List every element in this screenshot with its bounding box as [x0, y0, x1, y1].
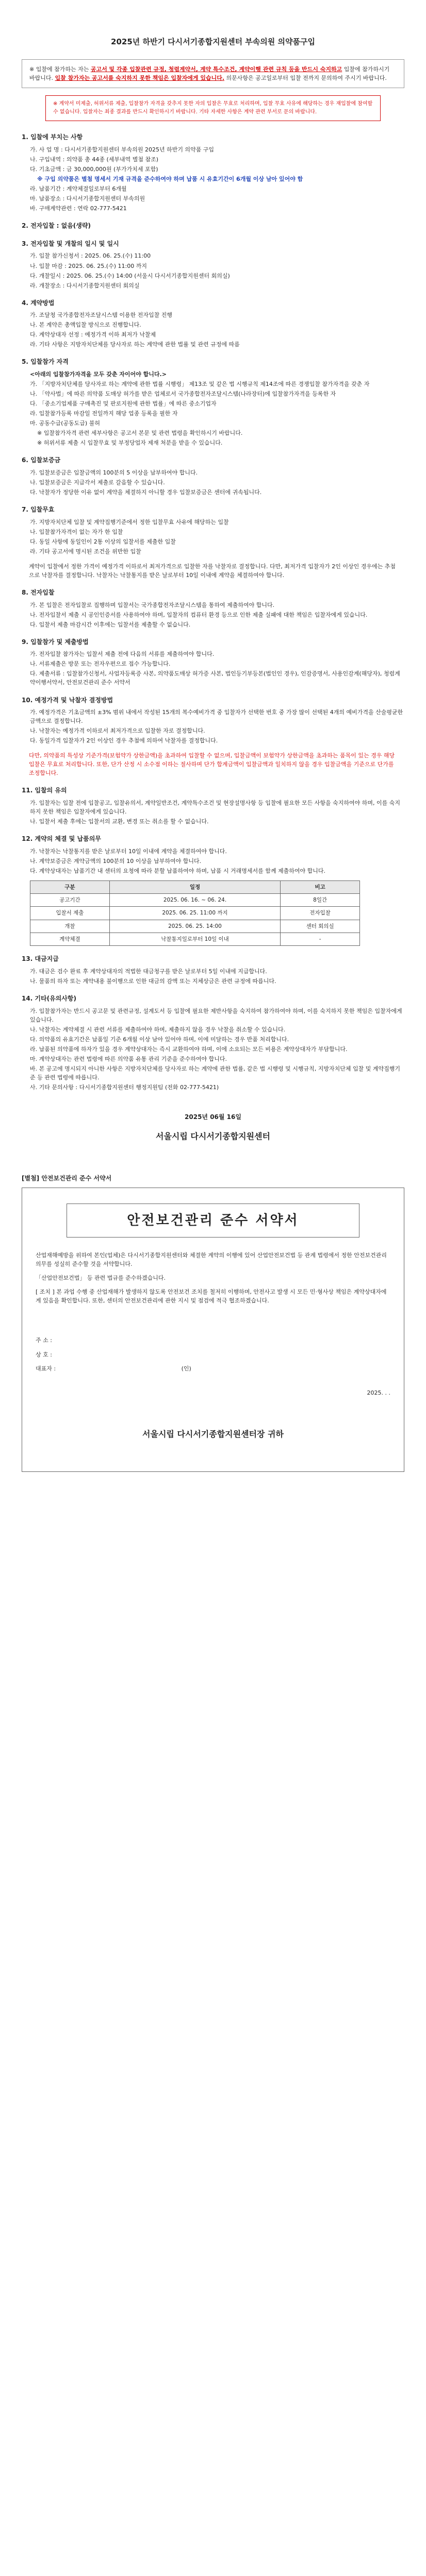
section-1 — [22, 132, 404, 213]
section-7-line: 나. 입찰참가자격이 없는 자가 한 입찰 — [30, 528, 123, 535]
table-cell: 계약체결 — [30, 933, 110, 945]
form-title: 안전보건관리 준수 서약서 — [67, 1204, 359, 1238]
section-13-title: 13. 대금지급 — [22, 955, 59, 963]
section-14-title: 14. 기타(유의사항) — [22, 994, 76, 1002]
section-5-line: 마. 공동수급(공동도급) 불허 — [30, 420, 100, 427]
section-10-line: 다. 동일가격 입찰자가 2인 이상인 경우 추첨에 의하여 낙찰자를 결정합니다. — [30, 737, 218, 744]
section-3-line: 나. 입찰 마감 : 2025. 06. 25.(수) 11:00 까지 — [30, 262, 147, 269]
section-3-line: 라. 개찰장소 : 다시서기종합지원센터 회의실 — [30, 282, 140, 289]
table-cell: 8일간 — [281, 894, 360, 907]
section-3-line: 가. 입찰 참가신청서 : 2025. 06. 25.(수) 11:00 — [30, 252, 151, 260]
announcement-date: 2025년 06월 16일 — [185, 1113, 241, 1121]
section-1-line: 가. 사 업 명 : 다시서기종합지원센터 부속의원 2025년 하반기 의약품 구입 — [30, 146, 215, 153]
section-5-intro: <아래의 입찰참가자격을 모두 갖춘 자이어야 합니다.> — [30, 371, 167, 378]
section-6-title: 6. 입찰보증금 — [22, 456, 61, 464]
form-field-company: 상 호 : — [36, 1351, 52, 1358]
section-14-line: 마. 계약상대자는 관련 법령에 따른 의약품 유통 관리 기준을 준수하여야 합니다. — [30, 1055, 227, 1062]
section-3-line: 다. 개찰일시 : 2025. 06. 25.(수) 14:00 (서울시 다시서기종합지원센터 회의실) — [30, 272, 230, 279]
seal-mark: (인) — [181, 1365, 191, 1372]
section-3 — [22, 239, 404, 290]
table-cell: 2025. 06. 25. 14:00 — [109, 920, 281, 933]
section-1-line: 다. 기초금액 : 금 30,000,000원 (부가가치세 포함) — [30, 166, 158, 173]
section-9-line: 나. 서류제출은 방문 또는 전자우편으로 접수 가능합니다. — [30, 660, 171, 668]
section-14-line: 가. 입찰참가자는 반드시 공고문 및 관련규정, 설계도서 등 입찰에 필요한 제반사항을 숙지하여 참가하여야 하며, 이를 숙지하지 못한 책임은 입찰자에게 있습니다. — [30, 1007, 402, 1023]
table-row — [30, 894, 360, 907]
section-7-line: 다. 동일 사항에 동일인이 2통 이상의 입찰서를 제출한 입찰 — [30, 538, 176, 545]
section-10 — [22, 696, 404, 745]
intro-text-2: 입찰에 참가하시기 바랍니다. — [29, 66, 390, 82]
document-title: 2025년 하반기 다시서기종합지원센터 부속의원 의약품구입 — [111, 37, 315, 46]
section-5-subline: ※ 허위서류 제출 시 입찰무효 및 부정당업자 제재 처분을 받을 수 있습니다. — [37, 439, 223, 447]
section-11-line: 가. 입찰자는 입찰 전에 입찰공고, 입찰유의서, 계약일반조건, 계약특수조건 및 현장설명사항 등 입찰에 필요한 모든 사항을 숙지하여야 하며, 이를 숙지하지 못한 책임은 입찰자에게 있습니다. — [30, 800, 400, 816]
issuing-organization: 서울시립 다시서기종합지원센터 — [156, 1131, 270, 1141]
section-1-line: 마. 납품장소 : 다시서기종합지원센터 부속의원 — [30, 195, 145, 202]
section-4 — [22, 298, 404, 349]
section-6-line: 나. 입찰보증금은 지급각서 제출로 갈음할 수 있습니다. — [30, 479, 165, 486]
form-date: 2025. . . — [367, 1389, 390, 1396]
table-cell: - — [281, 933, 360, 945]
section-13-line: 가. 대금은 검수 완료 후 계약상대자의 적법한 대금청구를 받은 날로부터 5일 이내에 지급합니다. — [30, 968, 267, 975]
section-6-line: 다. 낙찰자가 정당한 이유 없이 계약을 체결하지 아니할 경우 입찰보증금은 센터에 귀속됩니다. — [30, 489, 262, 496]
form-paragraph-3: [ 조치 ] 본 과업 수행 중 산업재해가 발생하지 않도록 안전보건 조치를 철저히 이행하며, 안전사고 발생 시 모든 민·형사상 책임은 계약상대자에게 있음을 확인합니다. 또한, 센터의 안전보건관리에 관한 지시 및 점검에 적극 협조하겠습니다. — [36, 1289, 387, 1304]
section-5-line: 라. 입찰참가등록 마감일 전일까지 해당 업종 등록을 필한 자 — [30, 410, 178, 417]
section-1-line: 라. 납품기간 : 계약체결일로부터 6개월 — [30, 185, 127, 193]
section-12-title: 12. 계약의 체결 및 납품의무 — [22, 835, 101, 843]
form-fields — [36, 1336, 390, 1372]
table-row — [30, 907, 360, 920]
table-header-cell: 일정 — [109, 880, 281, 893]
intro-notice — [22, 59, 404, 88]
section-12-line: 다. 계약상대자는 납품기간 내 센터의 요청에 따라 분할 납품하여야 하며, 납품 시 거래명세서를 함께 제출하여야 합니다. — [30, 867, 325, 874]
intro-text-1: ※ 입찰에 참가하는 자는 — [29, 66, 91, 73]
section-3-title: 3. 전자입찰 및 개찰의 일시 및 일시 — [22, 240, 119, 247]
section-5-line: 다. 「중소기업제품 구매촉진 및 판로지원에 관한 법률」에 따른 중소기업자 — [30, 400, 217, 408]
section-8 — [22, 588, 404, 629]
section-1-title: 1. 입찰에 부치는 사항 — [22, 133, 83, 141]
table-cell: 전자입찰 — [281, 907, 360, 920]
table-header-cell: 구분 — [30, 880, 110, 893]
section-11-title: 11. 입찰의 유의 — [22, 787, 67, 794]
section-7 — [22, 505, 404, 556]
section-7-line: 가. 지방자치단체 입찰 및 계약집행기준에서 정한 입찰무효 사유에 해당하는 입찰 — [30, 518, 229, 526]
section-5-title: 5. 입찰참가 자격 — [22, 358, 69, 366]
section-12-line: 가. 낙찰자는 낙찰통지를 받은 날로부터 10일 이내에 계약을 체결하여야 합니다. — [30, 848, 227, 855]
section-14-line: 나. 낙찰자는 계약체결 시 관련 서류를 제출하여야 하며, 제출하지 않을 경우 낙찰을 취소할 수 있습니다. — [30, 1026, 286, 1033]
section-12 — [22, 834, 404, 875]
section-2-title: 2. 전자입찰 : 없음(생략) — [22, 222, 91, 230]
section-8-line: 다. 입찰서 제출 마감시간 이후에는 입찰서를 제출할 수 없습니다. — [30, 621, 191, 628]
table-cell: 센터 회의실 — [281, 920, 360, 933]
table-header-cell: 비고 — [281, 880, 360, 893]
section-12-line: 나. 계약보증금은 계약금액의 100분의 10 이상을 납부하여야 합니다. — [30, 857, 202, 865]
section-4-title: 4. 계약방법 — [22, 299, 55, 307]
form-recipient: 서울시립 다시서기종합지원센터장 귀하 — [142, 1429, 284, 1439]
table-cell: 낙찰통지일로부터 10일 이내 — [109, 933, 281, 945]
section-9-line: 다. 제출서류 : 입찰참가신청서, 사업자등록증 사본, 의약품도매상 허가증 사본, 법인등기부등본(법인인 경우), 인감증명서, 사용인감계(해당자), 청렴계약이행서약서, 안전보건관리 준수 서약서 — [30, 670, 400, 686]
table-cell: 개찰 — [30, 920, 110, 933]
section-10-title: 10. 예정가격 및 낙찰자 결정방법 — [22, 696, 113, 704]
paragraph-price-limit — [29, 751, 397, 777]
form-paragraph-2: 「산업안전보건법」 등 관련 법규를 준수하겠습니다. — [36, 1275, 166, 1282]
section-8-line: 나. 전자입찰서 제출 시 공인인증서를 사용하여야 하며, 입찰자의 컴퓨터 환경 등으로 인한 제출 실패에 대한 책임은 입찰자에게 있습니다. — [30, 611, 368, 618]
section-5-line: 가. 「지방자치단체를 당사자로 하는 계약에 관한 법률 시행령」 제13조 및 같은 법 시행규칙 제14조에 따른 경쟁입찰 참가자격을 갖춘 자 — [30, 381, 370, 388]
section-14-line: 다. 의약품의 유효기간은 납품일 기준 6개월 이상 남아 있어야 하며, 이에 미달하는 경우 반품 처리합니다. — [30, 1036, 289, 1043]
section-1-line: 나. 구입내역 : 의약품 총 44종 (세부내역 별첨 참조) — [30, 156, 159, 163]
section-14 — [22, 994, 404, 1092]
section-9-line: 가. 전자입찰 참가자는 입찰서 제출 전에 다음의 서류를 제출하여야 합니다. — [30, 651, 215, 658]
section-6 — [22, 455, 404, 497]
intro-highlight-2: 입찰 참가자는 공고서를 숙지하지 못한 책임은 입찰자에게 있습니다. — [55, 75, 225, 82]
representative-label: 대표자 : — [36, 1365, 56, 1372]
form-field-address: 주 소 : — [36, 1337, 52, 1344]
intro-highlight-1: 공고서 및 각종 입찰관련 규정, 청렴계약서, 계약 특수조건, 계약이행 관련 규칙 등을 반드시 숙지하고 — [90, 66, 342, 73]
section-4-line: 다. 계약상대자 선정 : 예정가격 이하 최저가 낙찰제 — [30, 331, 156, 338]
warning-box: ※ 계약서 미제출, 허위서류 제출, 입찰참가 자격을 갖추지 못한 자의 입찰은 무효로 처리하며, 입찰 무효 사유에 해당하는 경우 재입찰에 참여할 수 없습니다. 입찰자는 최종 결과를 반드시 확인하시기 바랍니다. 기타 자세한 사항은 계약 관련 부서로 문의 바랍니다. — [45, 95, 381, 121]
section-7-line: 라. 기타 공고서에 명시된 조건을 위반한 입찰 — [30, 548, 141, 555]
table-cell: 공고기간 — [30, 894, 110, 907]
price-limit-text: 다만, 의약품의 특성상 기준가격(보험약가 상한금액)을 초과하여 입찰할 수 없으며, 입찰금액이 보험약가 상한금액을 초과하는 품목이 있는 경우 해당 입찰은 무효로 처리합니다. 또한, 단가 산정 시 소수점 이하는 절사하며 단가 합계금액이 입찰금액과 일치하지 않을 경우 입찰금액을 기준으로 단가를 조정합니다. — [29, 752, 395, 777]
section-11-line: 나. 입찰서 제출 후에는 입찰서의 교환, 변경 또는 취소를 할 수 없습니다. — [30, 818, 209, 825]
section-13-line: 나. 물품의 하자 또는 계약내용 불이행으로 인한 대금의 감액 또는 지체상금은 관련 규정에 따릅니다. — [30, 977, 276, 985]
intro-text-3: 의문사항은 공고일로부터 입찰 전까지 문의하여 주시기 바랍니다. — [224, 75, 387, 82]
section-14-line: 바. 본 공고에 명시되지 아니한 사항은 지방자치단체를 당사자로 하는 계약에 관한 법률, 같은 법 시행령 및 시행규칙, 지방자치단체 입찰 및 계약집행기준 등 관련 법령에 따릅니다. — [30, 1065, 400, 1081]
section-7-title: 7. 입찰무효 — [22, 506, 55, 514]
section-9-title: 9. 입찰참가 및 제출방법 — [22, 638, 89, 646]
section-1-subline: ※ 구입 의약품은 별첨 명세서 기재 규격을 준수하여야 하며 납품 시 유효기간이 6개월 이상 남아 있어야 함 — [37, 176, 303, 183]
attachment-label: [별첨] 안전보건관리 준수 서약서 — [22, 1175, 112, 1182]
section-14-line: 사. 기타 문의사항 : 다시서기종합지원센터 행정지원팀 (전화 02-777-5421) — [30, 1083, 219, 1091]
section-10-line: 가. 예정가격은 기초금액의 ±3% 범위 내에서 작성된 15개의 복수예비가격 중 입찰자가 선택한 번호 중 가장 많이 선택된 4개의 예비가격을 산술평균한 금액으로 결정합니다. — [30, 709, 403, 725]
section-11 — [22, 786, 404, 826]
section-1-line: 바. 구매계약관련 : 연락 02-777-5421 — [30, 205, 127, 212]
section-10-line: 나. 낙찰자는 예정가격 이하로서 최저가격으로 입찰한 자로 결정합니다. — [30, 727, 205, 735]
section-13 — [22, 954, 404, 986]
section-4-line: 가. 조달청 국가종합전자조달시스템 이용한 전자입찰 진행 — [30, 312, 173, 319]
section-2 — [22, 221, 404, 231]
table-row — [30, 933, 360, 945]
section-4-line: 라. 기타 사항은 지방자치단체를 당사자로 하는 계약에 관한 법률 및 관련 규정에 따름 — [30, 341, 240, 348]
table-cell: 입찰서 제출 — [30, 907, 110, 920]
section-14-line: 라. 납품된 의약품에 하자가 있을 경우 계약상대자는 즉시 교환하여야 하며, 이에 소요되는 모든 비용은 계약상대자가 부담합니다. — [30, 1045, 348, 1053]
schedule-table — [30, 880, 360, 946]
section-9 — [22, 637, 404, 687]
table-cell: 2025. 06. 25. 11:00 까지 — [109, 907, 281, 920]
form-body — [36, 1251, 390, 1305]
table-cell: 2025. 06. 16. ~ 06. 24. — [109, 894, 281, 907]
paragraph-award: 계약이 입찰에서 정한 가격이 예정가격 이하로서 최저가격으로 입찰한 자를 낙찰자로 결정합니다. 다만, 최저가격 입찰자가 2인 이상인 경우에는 추첨으로 낙찰자를 결정합니다. 낙찰자는 낙찰통지를 받은 날로부터 10일 이내에 계약을 체결하여야 합니다. — [29, 563, 396, 579]
section-8-title: 8. 전자입찰 — [22, 589, 55, 596]
section-5-line: 나. 「약사법」에 따른 의약품 도매상 허가를 받은 업체로서 국가종합전자조달시스템(나라장터)에 입찰참가자격을 등록한 자 — [30, 391, 336, 398]
section-5-subline: ※ 입찰참가자격 관련 세부사항은 공고서 본문 및 관련 법령을 확인하시기 바랍니다. — [37, 430, 243, 437]
safety-pledge-form — [22, 1188, 404, 1472]
form-paragraph-1: 산업재해예방을 위하여 본인(업체)은 다시서기종합지원센터와 체결한 계약의 이행에 있어 산업안전보건법 등 관계 법령에서 정한 안전보건관리 의무를 성실히 준수할 것을 서약합니다. — [36, 1252, 387, 1268]
form-field-representative — [36, 1364, 390, 1373]
section-8-line: 가. 본 입찰은 전자입찰로 집행하며 입찰서는 국가종합전자조달시스템을 통하여 제출하여야 합니다. — [30, 601, 275, 608]
section-6-line: 가. 입찰보증금은 입찰금액의 100분의 5 이상을 납부하여야 합니다. — [30, 469, 198, 476]
table-header-row — [30, 880, 360, 893]
table-row — [30, 920, 360, 933]
section-5 — [22, 357, 404, 447]
section-4-line: 나. 본 계약은 총액입찰 방식으로 진행합니다. — [30, 321, 141, 329]
